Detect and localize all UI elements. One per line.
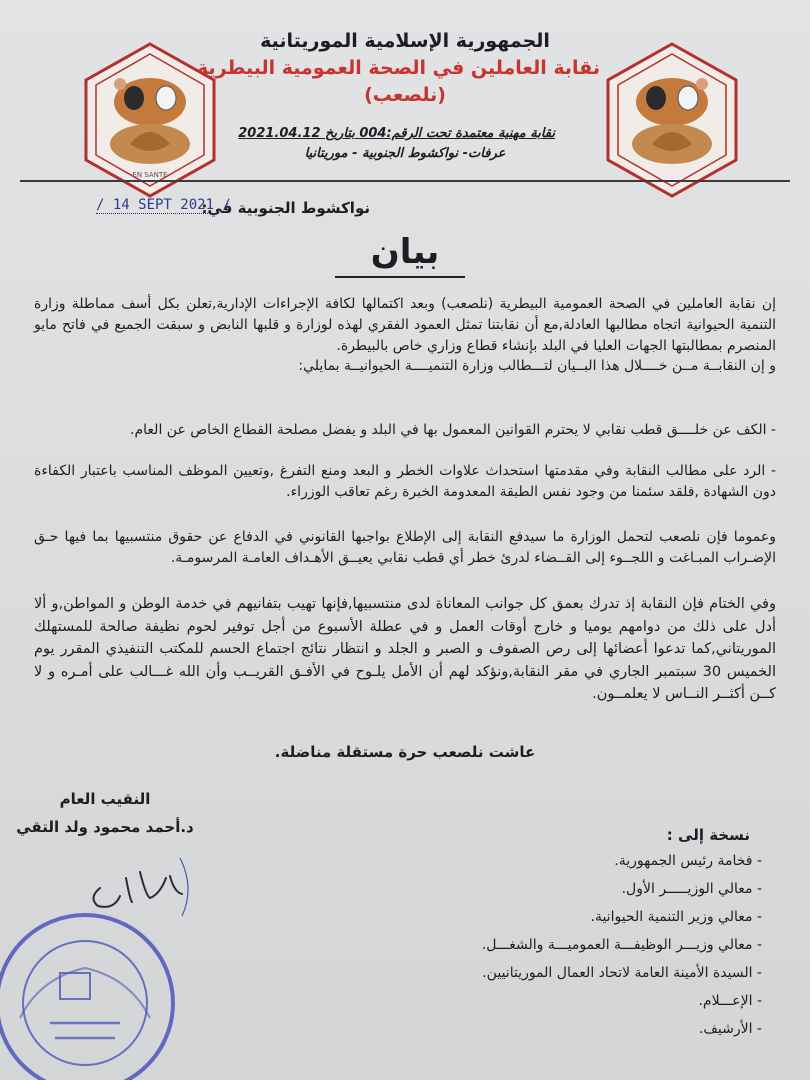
signatory-name: د.أحمد محمود ولد التقي <box>16 818 194 836</box>
paragraph-2: و إن النقابــة مــن خــــلال هذا البــيان لتـــطالب وزارة التنميــــة الحيوانيــة بمايلي: <box>298 358 776 374</box>
list-item: - فخامة رئيس الجمهورية. <box>614 853 762 869</box>
header-country: الجمهورية الإسلامية الموريتانية <box>260 30 550 52</box>
union-logo-right <box>602 40 742 200</box>
list-item: - السيدة الأمينة العامة لاتحاد العمال الموريتانيين. <box>482 965 762 981</box>
header-union-acronym: (نلصعب) <box>364 84 446 106</box>
list-item: - معالي الوزيـــــر الأول. <box>621 881 762 897</box>
copies-list <box>432 847 762 1043</box>
signatory-title: النقيب العام <box>59 790 151 808</box>
document-title: بيان <box>370 232 440 272</box>
date-stamp: / 14 SEPT 2021 / <box>96 197 231 213</box>
header-union-name: نقابة العاملين في الصحة العمومية البيطرية <box>196 57 600 79</box>
paragraph-1: إن نقابة العاملين في الصحة العمومية البيطرية (نلصعب) وبعد اكتمالها لكافة الإجراءات الإدارية,تعلن بكل أسف مماطلة وزارة التنمية الحيوانية اتجاه مطالبها العادلة,مع أن نقابتنا تمثل العمود الفقري لهذه لوزارة و قلبها النابض و سبقت الجميع في فاتح مايو المنصرم بمطالبتها الجهات العليا في البلد بإنشاء قطاع وزاري خاص بالبيطرة. <box>34 296 776 354</box>
header-divider <box>20 180 790 182</box>
header-address: عرفات- نواكشوط الجنوبية - موريتانيا <box>304 146 506 161</box>
title-underline <box>335 276 465 278</box>
paragraph-3: - الكف عن خلــــق قطب نقابي لا يحترم القوانين المعمول بها في البلد و يفضل مصلحة القطاع الخاص عن العام. <box>130 422 776 438</box>
list-item: - معالي وزيـــر الوظيفـــة العموميـــة والشغـــل. <box>481 937 762 953</box>
paragraph-6: وفي الختام فإن النقابة إذ تدرك بعمق كل جوانب المعاناة لدى منتسبيها,فإنها تهيب بتفانيهم في خدمة الوطن و المواطن,و ألا أدل على ذلك من دوامهم يوميا و خارج أوقات العمل و في عطلة الأسبوع من أجل توفير لحوم نظيفة صالحة للمستهلك الموريتاني,كما تدعوا أعضائها إلى رص الصفوف و الصبر و الجلد و انتظار نتائج اجتماع الحسم للمكتب التنفيذي المقرر يوم الخميس 30 سبتمبر الجاري في مقر النقابة,ونؤكد لهم أن الأمل يلـوح في الأفـق القريــب وأن الله غـــالب على أمـره و لا كــن أكثــر النــاس لا يعلمــون. <box>34 596 776 702</box>
date-label: نواكشوط الجنوبية في: <box>201 199 370 217</box>
list-item: - الإعـــلام. <box>698 993 762 1009</box>
copies-heading: نسخة إلى : <box>666 826 750 844</box>
closing-slogan: عاشت نلصعب حرة مستقلة مناضلة. <box>274 743 536 761</box>
paragraph-5: وعموما فإن نلصعب لتحمل الوزارة ما سيدفع النقابة إلى الإطلاع بواجبها القانوني في الدفاع عن حقوق منتسبيها بما فيها حـق الإضـراب المبـاغت و اللجــوء إلى القــضاء لدرئ خطر أي قطب نقابي يعيــق الأهـداف العامـة المرسومـة. <box>34 529 776 566</box>
header-registration: نقابة مهنية معتمدة تحت الرقم:004 بتاريخ 2021.04.12 <box>238 126 555 141</box>
list-item: - معالي وزير التنمية الحيوانية. <box>590 909 762 925</box>
list-item: - الأرشيف. <box>698 1021 762 1037</box>
logo-caption-left: EN SANTE <box>132 171 168 179</box>
paragraph-4: - الرد على مطالب النقابة وفي مقدمتها استحداث علاوات الخطر و البعد ومنع التفرغ ,وتعيين الموظف المناسب باعتبار الكفاءة دون الشهادة ,فلقد سئمنا من وجود نفس الطبقة المعدومة الخبرة رغم تعاقب الوزراء. <box>34 463 776 500</box>
official-stamp <box>0 908 190 1080</box>
